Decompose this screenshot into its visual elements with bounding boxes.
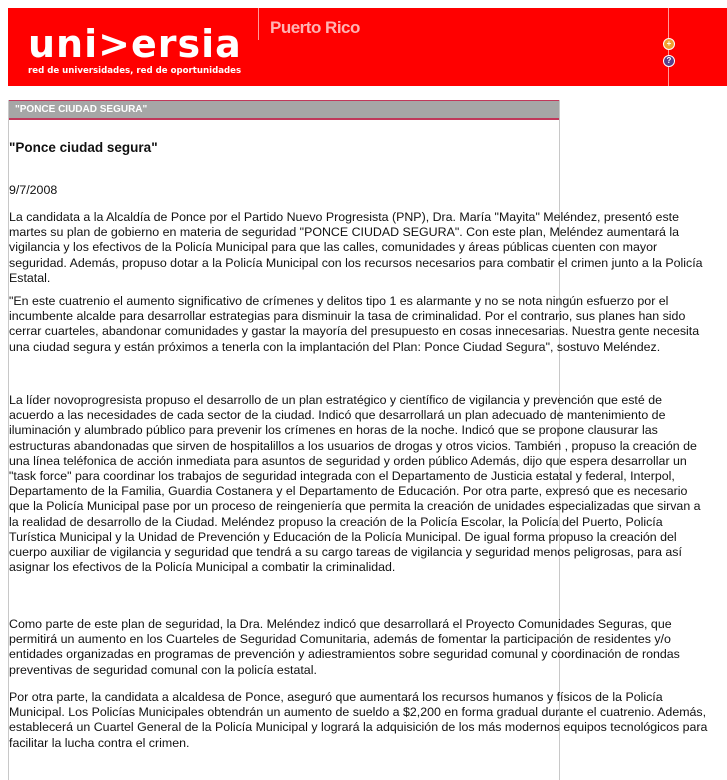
site-header: [8, 8, 727, 86]
add-icon[interactable]: +: [663, 38, 675, 50]
logo-wordmark: uni>ersia: [28, 22, 242, 66]
article-date: 9/7/2008: [9, 183, 58, 197]
article-paragraph: "En este cuatrenio el aumento significativo de crímenes y delitos tipo 1 es alarmante y no se nota ningún esfuerzo por el incumbente alcalde para desarrollar estrategias para disminuir la tasa de criminalidad. Por el contrario, sus planes han sido cerrar cuarteles, abandonar comunidades y gastar la mayoría del presupuesto en cosas innecesarias. Nuestra gente necesita una ciudad segura y están próximos a tenerla con la implantación del Plan: Ponce Ciudad Segura", sostuvo Meléndez.: [9, 294, 700, 354]
article-paragraph: La líder novoprogresista propuso el desarrollo de un plan estratégico y científico de vigilancia y prevención que esté de acuerdo a las necesidades de cada sector de la ciudad. Indicó que desarrollará un plan adecuado de mantenimiento de iluminación y alumbrado público para prevenir los crímenes en horas de la noche. Indicó que se propone clausurar las estructuras abandonadas que sirven de hospitalillos a los usuarios de drogas y otros vicios. También , propuso la creación de una línea teléfonica de acción inmediata para asuntos de seguridad y orden público Además, dijo que espera desarrollar un "task force" para coordinar los trabajos de seguridad integrada con el Departamento de Justicia estatal y federal, Interpol, Departamento de la Familia, Guardia Costanera y el Departamento de Educación. Por otra parte, expresó que es necesario que la Policía Municipal pase por un proceso de reingeniería que permita la creación de unidades especializadas que sirvan a la realidad de desarrollo de la Ciudad. Meléndez propuso la creación de la Policía Escolar, la Policía del Puerto, Policía Turística Municipal y la Unidad de Prevención y Educación de la Policía Municipal. De igual forma propuso la creación del cuerpo auxiliar de vigilancia y seguridad que tendrá a su cargo tareas de vigilancia y seguridad menos peligrosas, para así asignar los efectivos de la Policía Municipal a combatir la criminalidad.: [9, 393, 701, 575]
help-icon[interactable]: ?: [663, 55, 675, 67]
header-divider: [258, 8, 259, 40]
universia-logo[interactable]: [28, 24, 242, 76]
article-paragraph: Como parte de este plan de seguridad, la Dra. Meléndez indicó que desarrollará el Proyecto Comunidades Seguras, que permitirá un aumento en los Cuarteles de Seguridad Comunitaria, además de fomentar la participación de residentes y/o entidades organizadas en programas de prevención y adiestramientos sobre seguridad comunal y coordinación de rondas preventivas de seguridad comunal con la policía estatal.: [9, 617, 680, 677]
article-paragraph: Por otra parte, la candidata a alcaldesa de Ponce, aseguró que aumentará los recursos humanos y físicos de la Policía Municipal. Los Policías Municipales obtendrán un aumento de sueldo a $2,200 en forma gradual durante el cuatrenio. Además, establecerá un Cuartel General de la Policía Municipal y logrará la adquisición de los más modernos equipos tecnológicos para facilitar la lucha contra el crimen.: [9, 690, 708, 750]
article-title: "Ponce ciudad segura": [9, 140, 158, 155]
logo-tagline: red de universidades, red de oportunidades: [28, 66, 242, 76]
section-header: "PONCE CIUDAD SEGURA": [9, 100, 559, 120]
region-title[interactable]: Puerto Rico: [270, 18, 360, 37]
article-paragraph: La candidata a la Alcaldía de Ponce por el Partido Nuevo Progresista (PNP), Dra. María "Mayita" Meléndez, presentó este martes su plan de gobierno en materia de seguridad "PONCE CIUDAD SEGURA". Con este plan, Meléndez aumentará la vigilancia y los efectivos de la Policía Municipal para que las calles, comunidades y áreas públicas cuenten con mayor seguridad. Además, propuso dotar a la Policía Municipal con los recursos necesarios para combatir el crimen junto a la Policía Estatal.: [9, 210, 703, 285]
